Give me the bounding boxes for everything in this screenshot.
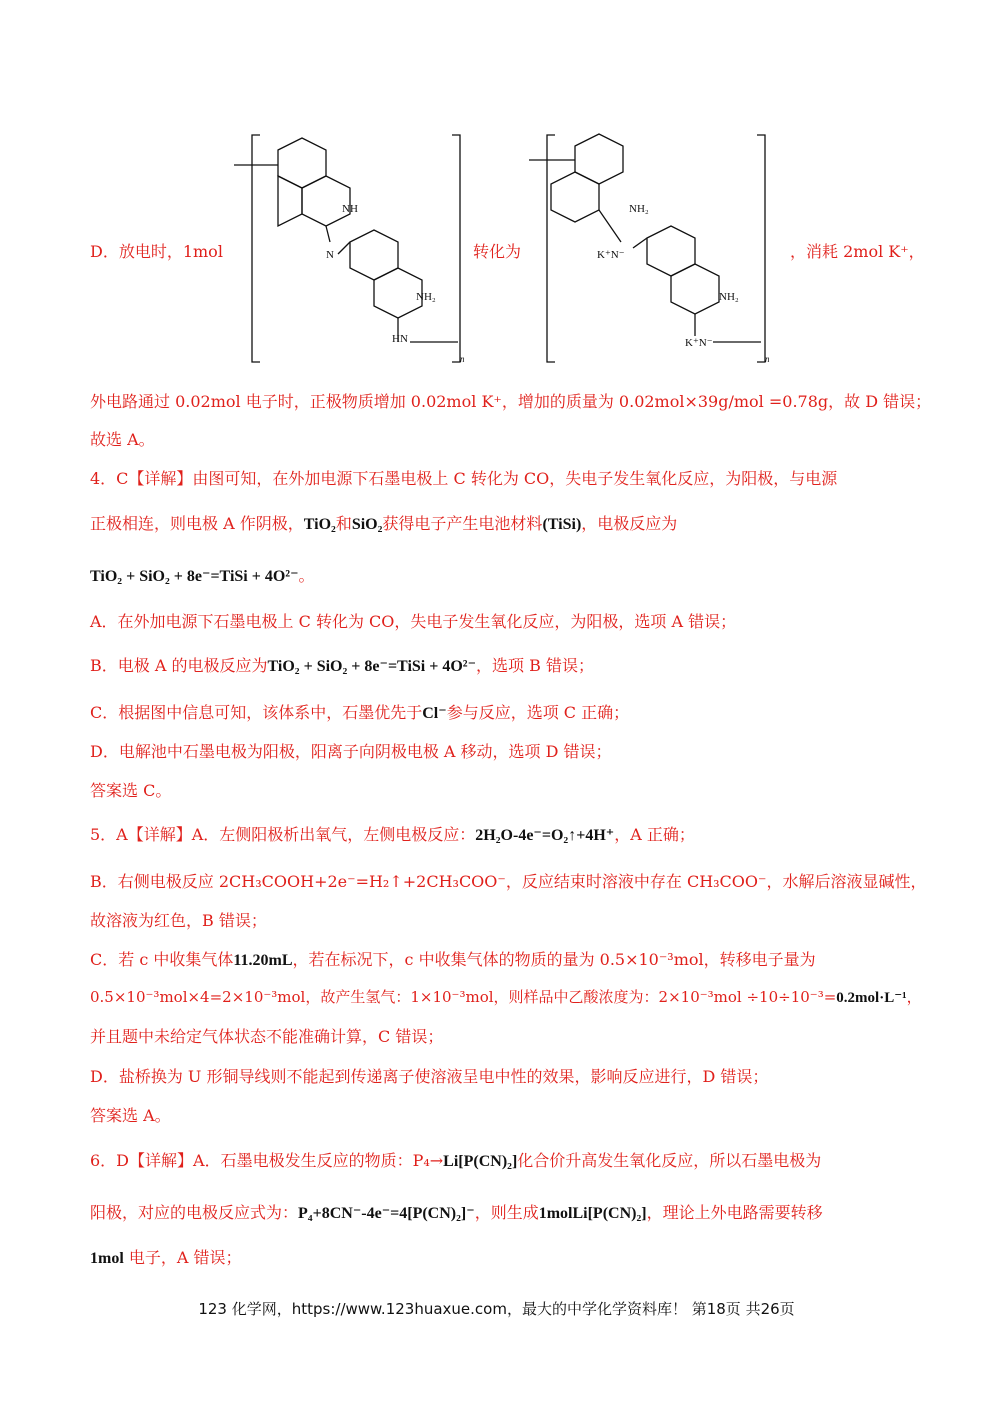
q4-b-equation: TiO₂ + SiO₂ + 8e⁻=TiSi + 4O²⁻: [267, 658, 477, 675]
polymer-structure-1: [230, 130, 470, 374]
q6-text-3b: 电子，A 错误；: [123, 1248, 242, 1267]
q6-text-a: 6．D【详解】A．石墨电极发生反应的物质：P₄→: [90, 1151, 444, 1170]
amino-label-1: NH₂: [416, 291, 436, 303]
concentration-value: 0.2mol·L⁻¹: [836, 990, 907, 1006]
q4-heading: 4．C【详解】由图可知，在外加电源下石墨电极上 C 转化为 CO，失电子发生氧化反应，为阳极，与电源: [90, 469, 838, 488]
q5-option-c-end: 并且题中未给定气体状态不能准确计算，C 错误；: [90, 1027, 444, 1046]
q5-answer: 答案选 A。: [90, 1106, 171, 1125]
lipcn-formula-1: Li[P(CN)₂]: [443, 1153, 518, 1170]
q4-text-a: 正极相连，则电极 A 作阴极，: [90, 514, 304, 533]
azo-n-label: N: [326, 249, 334, 261]
subscript-n-2: n: [765, 354, 770, 364]
q6-text-2e: ，理论上外电路需要转移: [646, 1203, 823, 1222]
lipcn-formula-2: 1molLi[P(CN)₂]: [538, 1205, 647, 1222]
q6-text-2a: 阳极，对应的电极反应式为：: [90, 1203, 299, 1222]
q6-text-c: 化合价升高发生氧化反应，所以石墨电极为: [517, 1151, 822, 1170]
kn-label-2: K⁺N⁻: [685, 337, 713, 349]
text-line-1: 外电路通过 0.02mol 电子时，正极物质增加 0.02mol K⁺，增加的质量为 0.02mol×39g/mol =0.78g，故 D 错误；: [90, 392, 932, 411]
q5-option-c-cont: [90, 988, 922, 1007]
q4-b-text: B．电极 A 的电极反应为: [90, 656, 268, 675]
tisi-formula: (TiSi): [542, 516, 582, 533]
chloride-formula: Cl⁻: [422, 705, 447, 722]
hn-label: HN: [392, 333, 408, 345]
q6-mol: 1mol: [90, 1250, 124, 1267]
text-line-2: 故选 A。: [90, 430, 155, 449]
amino-label-3: NH₂: [719, 291, 739, 303]
option-d-suffix: ，消耗 2mol K⁺，: [790, 242, 925, 261]
subscript-n-1: n: [460, 354, 465, 364]
page-footer: 123 化学网，https://www.123huaxue.com，最大的中学化学资料库！ 第18页 共26页: [198, 1300, 795, 1318]
q4-option-c: [90, 703, 629, 723]
q5-option-d: D．盐桥换为 U 形铜导线则不能起到传递离子使溶液呈电中性的效果，影响反应进行，D 错误；: [90, 1067, 769, 1086]
q4-c-text: C．根据图中信息可知，该体系中，石墨优先于: [90, 703, 423, 722]
q5-c-text-a: C．若 c 中收集气体: [90, 950, 234, 969]
q4-b-end: ，选项 B 错误；: [476, 656, 594, 675]
q4-text-c: 和: [335, 514, 352, 533]
q4-option-a: A．在外加电源下石墨电极上 C 转化为 CO，失电子发生氧化反应，为阳极，选项 A 错误；: [90, 612, 737, 631]
q5-calc-end: ，: [906, 988, 922, 1006]
option-d-middle: 转化为: [473, 242, 522, 261]
q4-equation: [90, 566, 315, 586]
q4-c-end: 参与反应，选项 C 正确；: [446, 703, 630, 722]
sio2-formula: SiO₂: [351, 516, 383, 533]
q5-calc: 0.5×10⁻³mol×4=2×10⁻³mol，故产生氢气：1×10⁻³mol，则样品中乙酸浓度为：2×10⁻³mol ÷10÷10⁻³=: [90, 988, 837, 1006]
tio2-formula: TiO₂: [303, 516, 336, 533]
q5-equation: 2H₂O-4e⁻=O₂↑+4H⁺: [475, 827, 615, 844]
q6-line-3: [90, 1248, 242, 1268]
q5-option-b: B．右侧电极反应 2CH₃COOH+2e⁻=H₂↑+2CH₃COO⁻，反应结束时溶液中存在 CH₃COO⁻，水解后溶液显碱性，: [90, 872, 927, 891]
kn-label-1: K⁺N⁻: [597, 249, 625, 261]
q5-c-text-c: ，若在标况下，c 中收集气体的物质的量为 0.5×10⁻³mol，转移电子量为: [292, 950, 816, 969]
q5-text-c: ，A 正确；: [614, 825, 695, 844]
polymer-structure-2: [525, 130, 775, 374]
q5-option-b-cont: 故溶液为红色，B 错误；: [90, 911, 267, 930]
q6-text-2c: ，则生成: [474, 1203, 539, 1222]
option-d-prefix: D．放电时，1mol: [90, 242, 223, 261]
imine-label: NH: [342, 203, 358, 215]
q6-line-2: [90, 1203, 823, 1223]
q6-heading: [90, 1151, 821, 1171]
q6-equation: P₄+8CN⁻-4e⁻=4[P(CN)₂]⁻: [298, 1205, 475, 1222]
q4-text-e: 获得电子产生电池材料: [382, 514, 543, 533]
amino-label-2: NH₂: [629, 203, 649, 215]
q4-eq-end: 。: [298, 566, 315, 585]
q5-heading: [90, 825, 695, 845]
q4-option-d: D．电解池中石墨电极为阳极，阳离子向阴极电极 A 移动，选项 D 错误；: [90, 742, 612, 761]
q4-line-2: [90, 514, 677, 534]
q5-text-a: 5．A【详解】A．左侧阳极析出氧气，左侧电极反应：: [90, 825, 476, 844]
electrode-equation: TiO₂ + SiO₂ + 8e⁻=TiSi + 4O²⁻: [90, 568, 299, 585]
q5-option-c: [90, 950, 816, 970]
gas-volume: 11.20mL: [233, 952, 293, 969]
q4-option-b: [90, 656, 594, 676]
q4-answer: 答案选 C。: [90, 781, 172, 800]
q4-text-g: ，电极反应为: [581, 514, 678, 533]
